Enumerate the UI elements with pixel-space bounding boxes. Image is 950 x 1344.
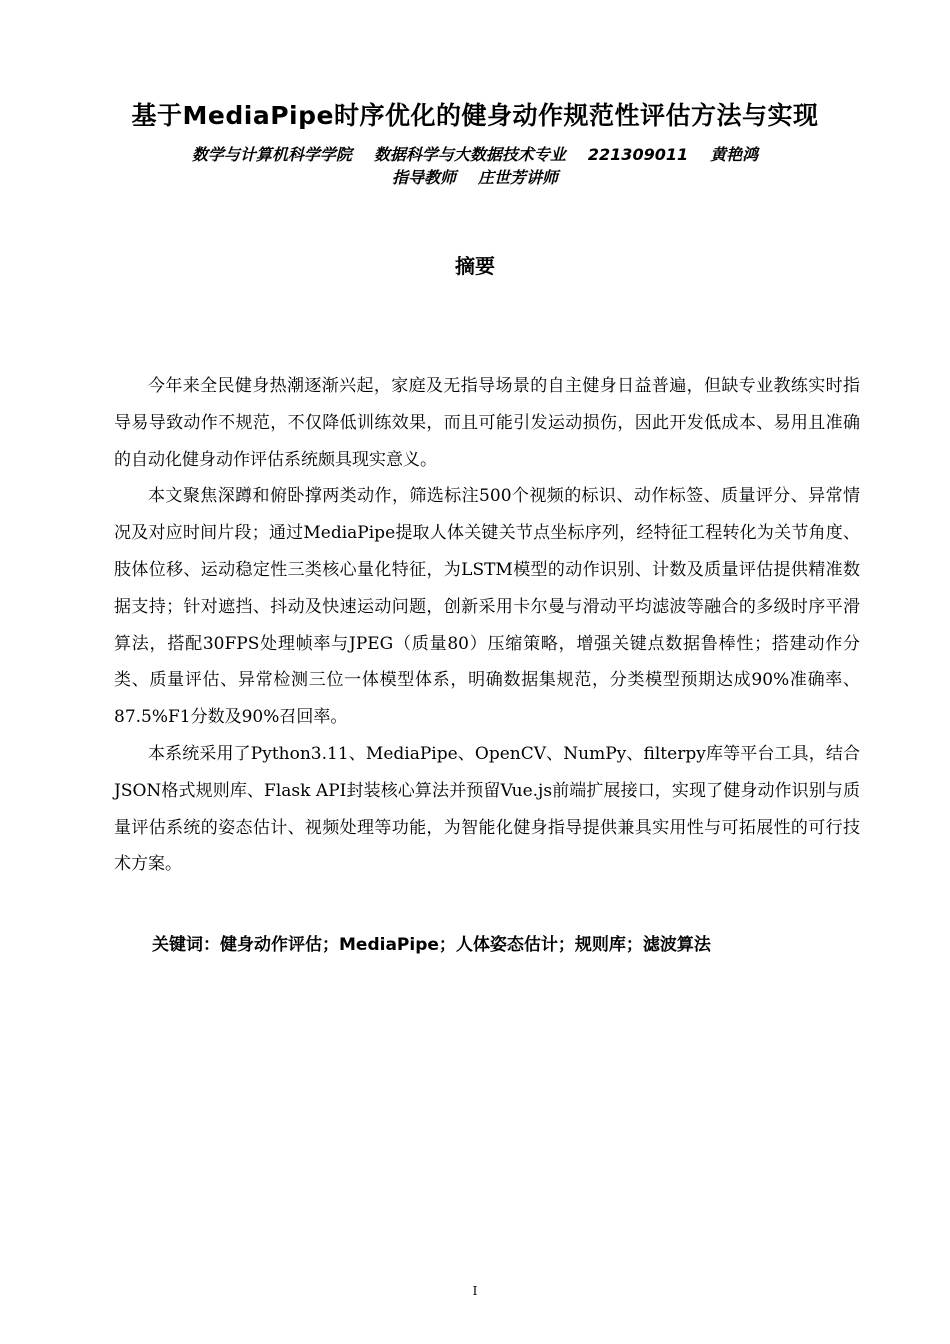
advisor-info-line (0, 167, 950, 189)
abstract-body (114, 368, 860, 883)
college-name: 数学与计算机科学学院 (191, 145, 352, 164)
author-info-line (0, 144, 950, 166)
student-id: 221309011 (587, 145, 689, 164)
abstract-paragraph: 本系统采用了Python3.11、MediaPipe、OpenCV、NumPy、filterpy库等平台工具，结合JSON格式规则库、Flask API封装核心算法并预留Vue.js前端扩展接口，实现了健身动作识别与质量评估系统的姿态估计、视频处理等功能，为智能化健身指导提供兼具实用性与可拓展性的可行技术方案。 (114, 743, 860, 875)
advisor-name: 庄世芳讲师 (478, 168, 559, 187)
abstract-paragraph: 本文聚焦深蹲和俯卧撑两类动作，筛选标注500个视频的标识、动作标签、质量评分、异常情况及对应时间片段；通过MediaPipe提取人体关键关节点坐标序列，经特征工程转化为关节角度、肢体位移、运动稳定性三类核心量化特征，为LSTM模型的动作识别、计数及质量评估提供精准数据支持；针对遮挡、抖动及快速运动问题，创新采用卡尔曼与滑动平均滤波等融合的多级时序平滑算法，搭配30FPS处理帧率与JPEG（质量80）压缩策略，增强关键点数据鲁棒性；搭建动作分类、质量评估、异常检测三位一体模型体系，明确数据集规范，分类模型预期达成90%准确率、87.5%F1分数及90%召回率。 (114, 486, 860, 728)
abstract-paragraph: 今年来全民健身热潮逐渐兴起，家庭及无指导场景的自主健身日益普遍，但缺专业教练实时指导易导致动作不规范，不仅降低训练效果，而且可能引发运动损伤，因此开发低成本、易用且准确的自动化健身动作评估系统颇具现实意义。 (114, 376, 860, 470)
author-name: 黄艳鸿 (710, 145, 759, 164)
keywords-line: 关键词：健身动作评估；MediaPipe；人体姿态估计；规则库；滤波算法 (152, 935, 711, 955)
advisor-label: 指导教师 (391, 168, 456, 187)
page-number: I (472, 1284, 478, 1298)
major-name: 数据科学与大数据技术专业 (373, 145, 566, 164)
abstract-heading: 摘要 (455, 254, 495, 278)
paper-title: 基于MediaPipe时序优化的健身动作规范性评估方法与实现 (131, 101, 819, 130)
